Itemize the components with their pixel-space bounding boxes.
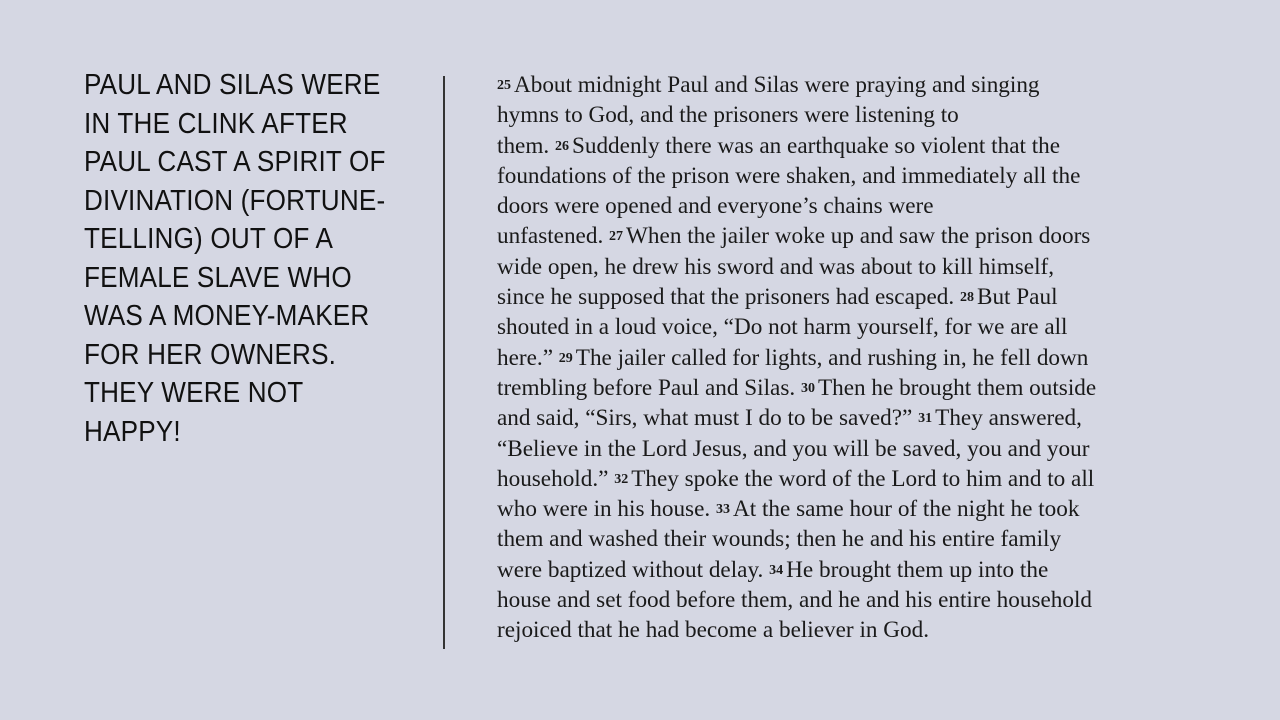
verse-text: unfastened. xyxy=(497,223,610,250)
summary-line: TELLING) OUT OF A xyxy=(84,223,334,255)
verse-text: wide open, he drew his sword and was about to kill himself, xyxy=(497,253,1055,280)
verse-text: shouted in a loud voice, “Do not harm yourself, for we are all xyxy=(497,314,1068,341)
verse-text: At the same hour of the night he took xyxy=(732,496,1080,523)
verse-text: household.” xyxy=(497,465,615,492)
verse-text: were baptized without delay. xyxy=(497,556,770,583)
scripture-line xyxy=(497,252,1217,282)
scripture-line xyxy=(497,282,1217,312)
verse-text: Then he brought them outside xyxy=(817,374,1097,401)
verse-text: trembling before Paul and Silas. xyxy=(497,374,801,401)
scripture-line xyxy=(497,161,1217,191)
verse-text: The jailer called for lights, and rushing in, he fell down xyxy=(575,344,1089,371)
summary-line: WAS A MONEY-MAKER xyxy=(84,300,370,332)
scripture-line xyxy=(497,524,1217,554)
verse-text: them. xyxy=(497,132,555,159)
scripture-line xyxy=(497,403,1217,433)
verse-text: He brought them up into the xyxy=(786,556,1049,583)
verse-text: They spoke the word of the Lord to him and to all xyxy=(631,465,1095,492)
scripture-line xyxy=(497,221,1217,251)
verse-text: They answered, xyxy=(935,405,1082,432)
scripture-line xyxy=(497,373,1217,403)
summary-line: DIVINATION (FORTUNE- xyxy=(84,184,386,217)
scripture-line xyxy=(497,464,1217,494)
scripture-line xyxy=(497,100,1217,130)
verse-text: About midnight Paul and Silas were praying and singing xyxy=(514,72,1040,98)
verse-text: rejoiced that he had become a believer in God. xyxy=(497,617,930,644)
verse-text: “Believe in the Lord Jesus, and you will be saved, you and your xyxy=(497,435,1090,462)
verse-number: 33 xyxy=(715,502,730,518)
verse-number: 28 xyxy=(959,290,974,306)
verse-text: But Paul xyxy=(976,284,1058,311)
summary-line: FEMALE SLAVE WHO xyxy=(84,261,352,294)
scripture-line xyxy=(497,131,1217,161)
verse-text: who were in his house. xyxy=(497,496,716,523)
summary-line: IN THE CLINK AFTER xyxy=(84,107,348,140)
scripture-line xyxy=(497,312,1217,342)
verse-number: 30 xyxy=(800,380,815,396)
scripture-line xyxy=(497,191,1217,221)
scripture-line xyxy=(497,343,1217,373)
scripture-line xyxy=(497,555,1217,585)
verse-text: doors were opened and everyone’s chains were xyxy=(497,193,934,220)
verse-number: 32 xyxy=(614,471,629,487)
verse-text: house and set food before them, and he and his entire household xyxy=(497,587,1092,614)
scripture-line xyxy=(497,434,1217,464)
scripture-line xyxy=(497,585,1217,615)
verse-text: and said, “Sirs, what must I do to be saved?” xyxy=(497,405,919,432)
verse-number: 29 xyxy=(558,350,573,366)
summary-line: FOR HER OWNERS. xyxy=(84,338,337,371)
summary-line: THEY WERE NOT xyxy=(84,377,304,409)
scripture-line xyxy=(497,615,1217,645)
verse-text: hymns to God, and the prisoners were listening to xyxy=(497,102,959,129)
verse-text: Suddenly there was an earthquake so violent that the xyxy=(571,132,1061,159)
verse-text: since he supposed that the prisoners had escaped. xyxy=(497,284,960,311)
verse-number: 34 xyxy=(769,562,784,578)
scripture-line xyxy=(497,494,1217,524)
column-divider xyxy=(443,76,445,649)
verse-number: 31 xyxy=(918,411,933,427)
verse-text: here.” xyxy=(497,344,559,371)
verse-text: them and washed their wounds; then he and his entire family xyxy=(497,526,1062,553)
summary-text xyxy=(84,66,390,451)
scripture-passage xyxy=(497,70,1217,646)
verse-text: When the jailer woke up and saw the prison doors xyxy=(626,223,1091,250)
verse-number: 26 xyxy=(554,138,569,154)
verse-text: foundations of the prison were shaken, and immediately all the xyxy=(497,162,1081,189)
summary-line: PAUL CAST A SPIRIT OF xyxy=(84,146,386,178)
summary-line: PAUL AND SILAS WERE xyxy=(84,69,381,101)
verse-number: 27 xyxy=(609,229,624,245)
summary-line: HAPPY! xyxy=(84,415,181,448)
verse-number: 25 xyxy=(497,78,511,93)
scripture-line xyxy=(497,70,1217,100)
